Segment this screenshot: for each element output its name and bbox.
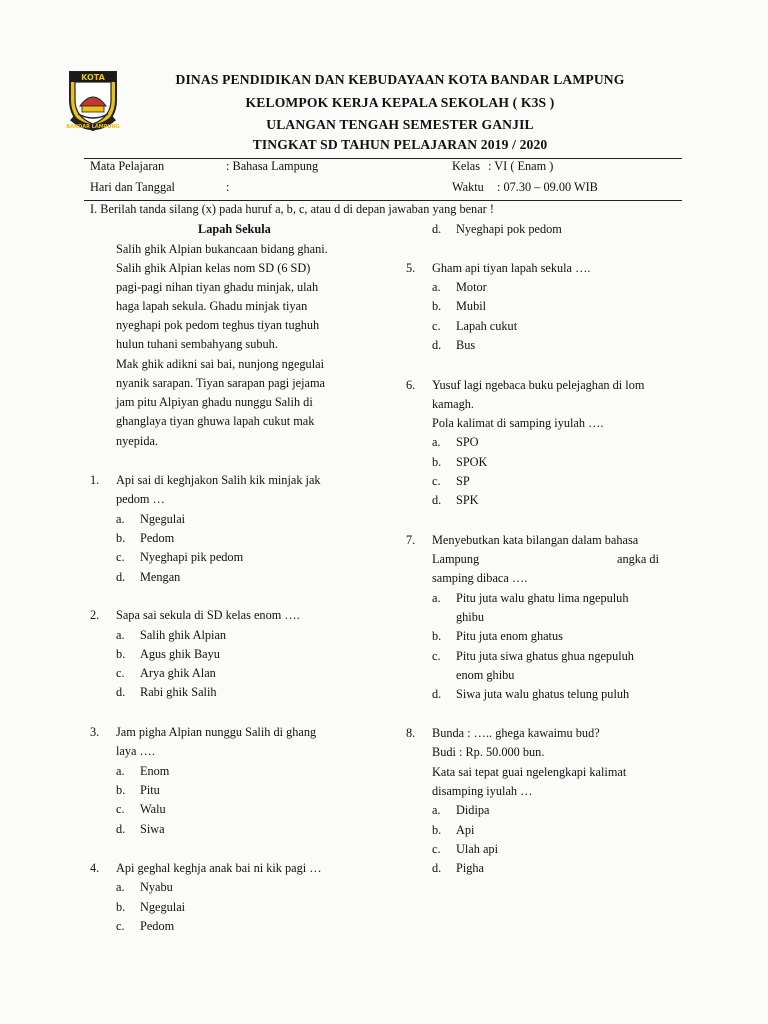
question-text: samping dibaca …. [432, 571, 528, 585]
question-text: Sapa sai sekula di SD kelas enom …. [116, 608, 300, 622]
question-text: Gham api tiyan lapah sekula …. [432, 261, 591, 275]
option-letter: c. [116, 919, 125, 933]
question-text: angka di [617, 552, 660, 566]
question-text: Pola kalimat di samping iyulah …. [432, 416, 604, 430]
subject-label: Mata Pelajaran [90, 159, 165, 173]
question-text: Yusuf lagi ngebaca buku pelejaghan di lom [432, 378, 645, 392]
option-letter: b. [116, 647, 126, 661]
option-text: SPOK [456, 455, 488, 469]
option-text: SP [456, 474, 470, 488]
option-text: Pitu juta siwa ghatus ghua ngepuluh [456, 649, 634, 663]
option-letter: d. [432, 687, 442, 701]
option-text: Lapah cukut [456, 319, 518, 333]
question-number: 1. [90, 473, 100, 487]
option-letter: a. [432, 280, 441, 294]
question-text: Kata sai tepat guai ngelengkapi kalimat [432, 765, 627, 779]
option-letter: d. [116, 570, 126, 584]
option-letter: b. [116, 531, 126, 545]
reading-line: Salih ghik Alpian bukancaan bidang ghani. [116, 242, 328, 256]
reading-line: nyanik sarapan. Tiyan sarapan pagi jejama [116, 376, 325, 390]
option-text: Rabi ghik Salih [140, 685, 217, 699]
question-text: Lampung [432, 552, 480, 566]
header-line-1: DINAS PENDIDIKAN DAN KEBUDAYAAN KOTA BANDAR LAMPUNG [175, 72, 625, 87]
question-text: kamagh. [432, 397, 475, 411]
option-text: Siwa juta walu ghatus telung puluh [456, 687, 630, 701]
option-text: Mengan [140, 570, 181, 584]
question-number: 4. [90, 861, 100, 875]
option-text: SPK [456, 493, 479, 507]
option-letter: d. [432, 338, 442, 352]
question-text: Bunda : ….. ghega kawaimu bud? [432, 726, 600, 740]
option-text: Pigha [456, 861, 485, 875]
reading-line: Salih ghik Alpian kelas nom SD (6 SD) [116, 261, 311, 275]
option-letter: c. [432, 842, 441, 856]
day-value: : [226, 180, 230, 194]
option-letter: a. [116, 880, 125, 894]
option-letter: c. [432, 319, 441, 333]
class-value: : VI ( Enam ) [488, 159, 554, 173]
option-text: Pitu juta enom ghatus [456, 629, 563, 643]
question-text: disamping iyulah … [432, 784, 533, 798]
question-text: Api geghal keghja anak bai ni kik pagi … [116, 861, 322, 875]
option-letter: a. [116, 764, 125, 778]
option-text: Motor [456, 280, 487, 294]
option-letter: a. [432, 803, 441, 817]
option-text: Ngegulai [140, 900, 186, 914]
option-letter: b. [432, 629, 442, 643]
reading-line: jam pitu Alpiyan ghadu nunggu Salih di [116, 395, 313, 409]
option-text: SPO [456, 435, 479, 449]
question-number: 2. [90, 608, 100, 622]
option-letter: d. [432, 493, 442, 507]
option-letter: a. [116, 628, 125, 642]
question-number: 7. [406, 533, 416, 547]
option-text: Agus ghik Bayu [140, 647, 220, 661]
option-letter: b. [432, 455, 442, 469]
question-text: Budi : Rp. 50.000 bun. [432, 745, 545, 759]
time-label: Waktu [452, 180, 484, 194]
reading-line: nyeghapi pok pedom teghus tiyan tughuh [116, 318, 320, 332]
header-line-3: ULANGAN TENGAH SEMESTER GANJIL [266, 117, 534, 132]
reading-line: ghanglaya tiyan ghuwa lapah cukut mak [116, 414, 315, 428]
day-label: Hari dan Tanggal [90, 180, 175, 194]
divider-top [84, 158, 682, 159]
option-text: Enom [140, 764, 170, 778]
option-text: Pedom [140, 919, 175, 933]
option-text: Api [456, 823, 475, 837]
header-line-2: KELOMPOK KERJA KEPALA SEKOLAH ( K3S ) [245, 95, 555, 110]
logo-text-bottom: BANDAR LAMPUNG [66, 124, 120, 130]
question-number: 8. [406, 726, 416, 740]
option-text: Mubil [456, 299, 487, 313]
question-number: 3. [90, 725, 100, 739]
option-text: ghibu [456, 610, 485, 624]
option-letter: b. [432, 823, 442, 837]
reading-line: hulun tuhani sembahyang subuh. [116, 337, 278, 351]
time-value: : 07.30 – 09.00 WIB [497, 180, 598, 194]
option-text: Pitu juta walu ghatu lima ngepuluh [456, 591, 629, 605]
option-text: Bus [456, 338, 476, 352]
option-letter: d. [432, 222, 442, 236]
question-text: Api sai di keghjakon Salih kik minjak jak [116, 473, 321, 487]
option-letter: b. [116, 783, 126, 797]
option-text: Walu [140, 802, 166, 816]
question-text: pedom … [116, 492, 165, 506]
subject-value: : Bahasa Lampung [226, 159, 319, 173]
option-letter: b. [116, 900, 126, 914]
option-letter: c. [116, 802, 125, 816]
question-number: 6. [406, 378, 416, 392]
option-text: enom ghibu [456, 668, 515, 682]
option-text: Siwa [140, 822, 165, 836]
class-label: Kelas [452, 159, 480, 173]
reading-line: haga lapah sekula. Ghadu minjak tiyan [116, 299, 308, 313]
question-text: Menyebutkan kata bilangan dalam bahasa [432, 533, 639, 547]
option-letter: c. [116, 666, 125, 680]
option-text: Pitu [140, 783, 160, 797]
question-text: Jam pigha Alpian nunggu Salih di ghang [116, 725, 317, 739]
option-text: Pedom [140, 531, 175, 545]
option-text: Didipa [456, 803, 490, 817]
reading-line: pagi-pagi nihan tiyan ghadu minjak, ulah [116, 280, 319, 294]
reading-title: Lapah Sekula [198, 222, 271, 236]
option-letter: c. [432, 474, 441, 488]
option-text: Arya ghik Alan [140, 666, 216, 680]
option-letter: d. [116, 685, 126, 699]
option-letter: a. [432, 435, 441, 449]
option-letter: a. [432, 591, 441, 605]
option-text: Nyeghapi pok pedom [456, 222, 562, 236]
logo-text-top: KOTA [81, 73, 105, 82]
option-text: Ulah api [456, 842, 499, 856]
option-text: Nyabu [140, 880, 173, 894]
option-letter: c. [432, 649, 441, 663]
option-letter: a. [116, 512, 125, 526]
option-letter: c. [116, 550, 125, 564]
question-text: laya …. [116, 744, 155, 758]
option-text: Salih ghik Alpian [140, 628, 227, 642]
option-letter: d. [116, 822, 126, 836]
option-text: Ngegulai [140, 512, 186, 526]
header-line-4: TINGKAT SD TAHUN PELAJARAN 2019 / 2020 [252, 137, 548, 152]
reading-line: nyepida. [116, 434, 159, 448]
option-text: Nyeghapi pik pedom [140, 550, 244, 564]
reading-line: Mak ghik adikni sai bai, nunjong ngegulai [116, 357, 324, 371]
instruction: I. Berilah tanda silang (x) pada huruf a, b, c, atau d di depan jawaban yang benar ! [90, 202, 494, 216]
option-letter: b. [432, 299, 442, 313]
option-letter: d. [432, 861, 442, 875]
question-number: 5. [406, 261, 416, 275]
